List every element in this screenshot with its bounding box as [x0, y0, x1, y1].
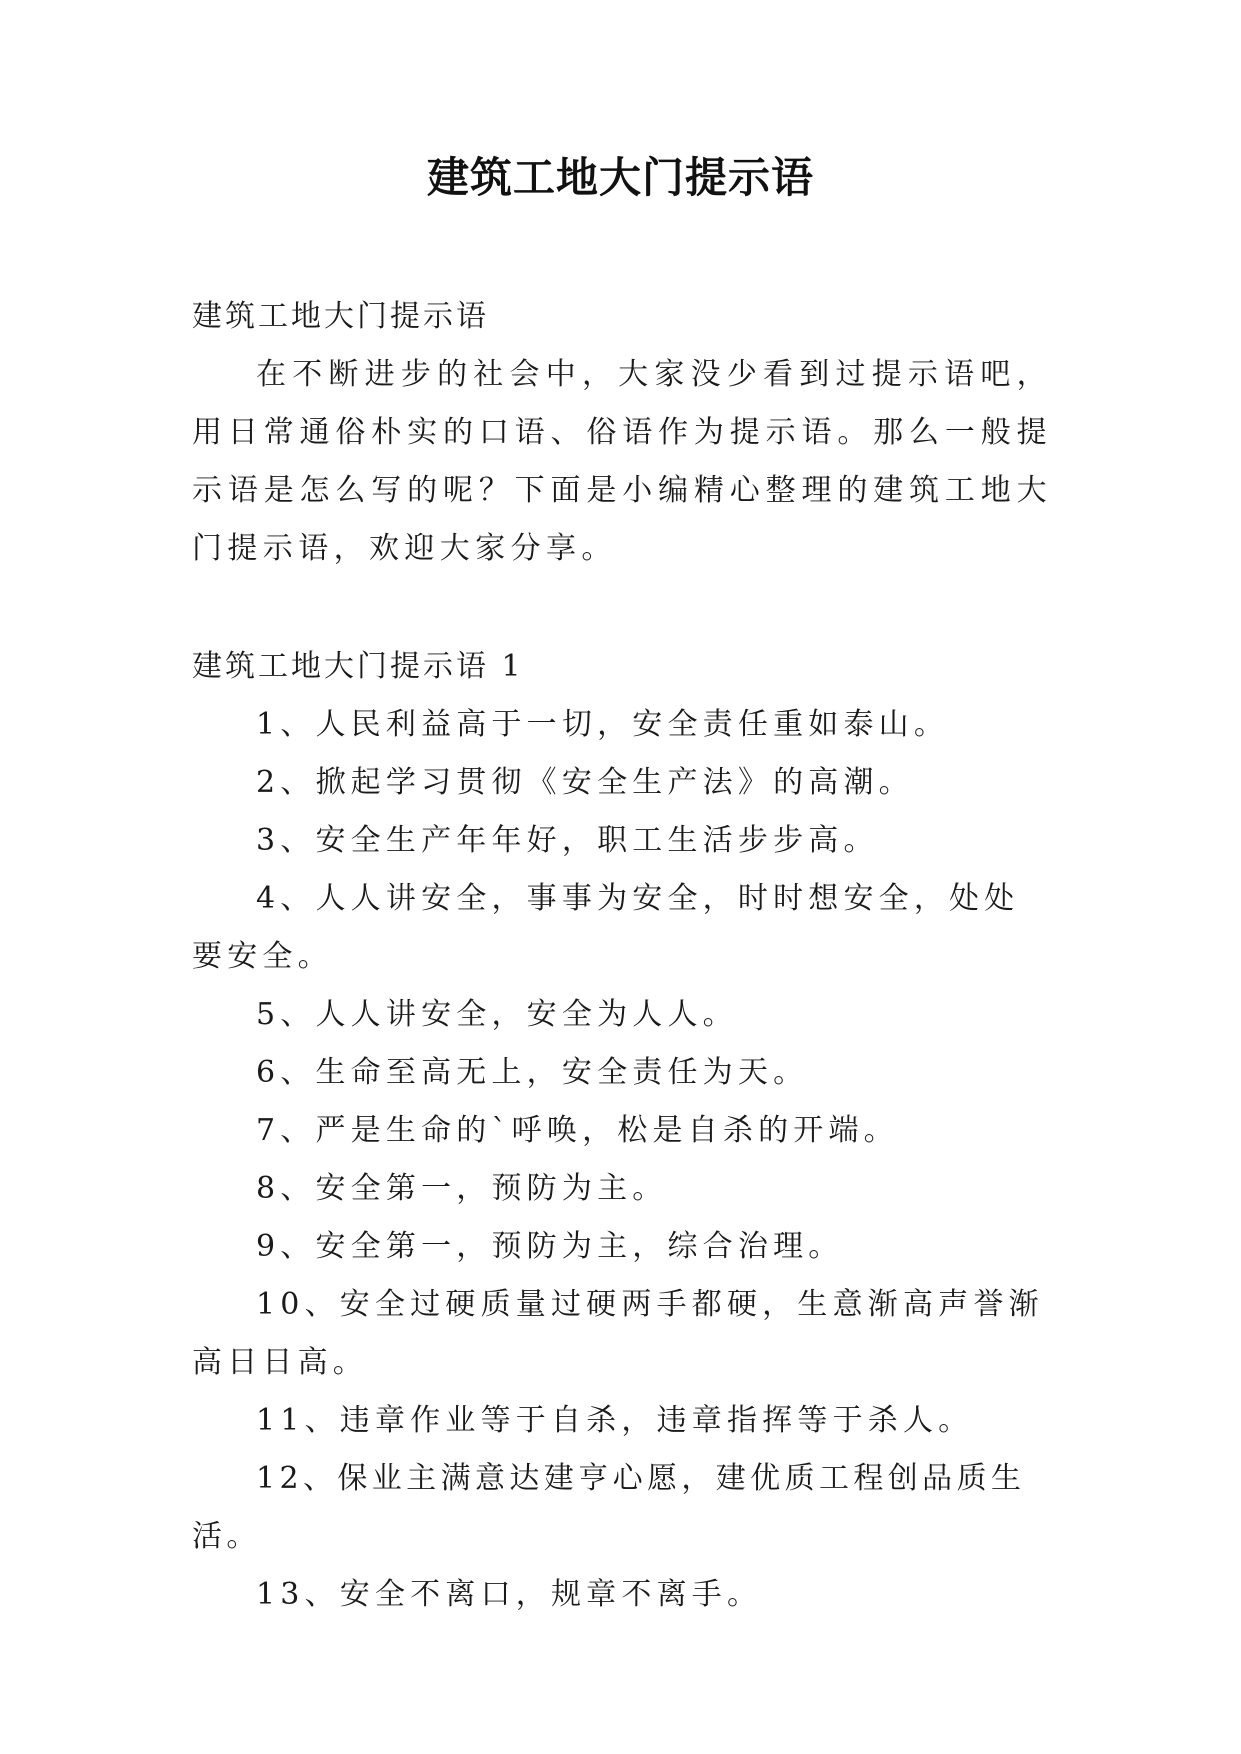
- slogan-item: 5、人人讲安全，安全为人人。: [256, 997, 738, 1032]
- slogan-item: 10、安全过硬质量过硬两手都硬，生意渐高声誉渐高日日高。: [192, 1287, 1044, 1380]
- slogan-item: 7、严是生命的`呼唤，松是自杀的开端。: [256, 1113, 899, 1148]
- slogan-item: 4、人人讲安全，事事为安全，时时想安全，处处要安全。: [192, 881, 1020, 974]
- slogan-item: 13、安全不离口，规章不离手。: [256, 1577, 763, 1612]
- slogan-item: 8、安全第一，预防为主。: [256, 1171, 668, 1206]
- document-title: 建筑工地大门提示语: [426, 153, 814, 202]
- slogan-item: 9、安全第一，预防为主，综合治理。: [256, 1229, 844, 1264]
- section-heading: 建筑工地大门提示语 1: [192, 649, 524, 684]
- slogan-list: [192, 696, 1052, 1624]
- slogan-item: 1、人民利益高于一切，安全责任重如泰山。: [256, 707, 950, 742]
- slogan-item: 12、保业主满意达建亨心愿，建优质工程创品质生活。: [192, 1461, 1026, 1554]
- slogan-item: 6、生命至高无上，安全责任为天。: [256, 1055, 809, 1090]
- slogan-item: 2、掀起学习贯彻《安全生产法》的高潮。: [256, 765, 914, 800]
- slogan-item: 3、安全生产年年好，职工生活步步高。: [256, 823, 879, 858]
- intro-paragraph: 在不断进步的社会中，大家没少看到过提示语吧，用日常通俗朴实的口语、俗语作为提示语。那么一般提示语是怎么写的呢？下面是小编精心整理的建筑工地大门提示语，欢迎大家分享。: [192, 357, 1052, 566]
- document-subtitle: 建筑工地大门提示语: [192, 299, 489, 334]
- slogan-item: 11、违章作业等于自杀，违章指挥等于杀人。: [256, 1403, 974, 1438]
